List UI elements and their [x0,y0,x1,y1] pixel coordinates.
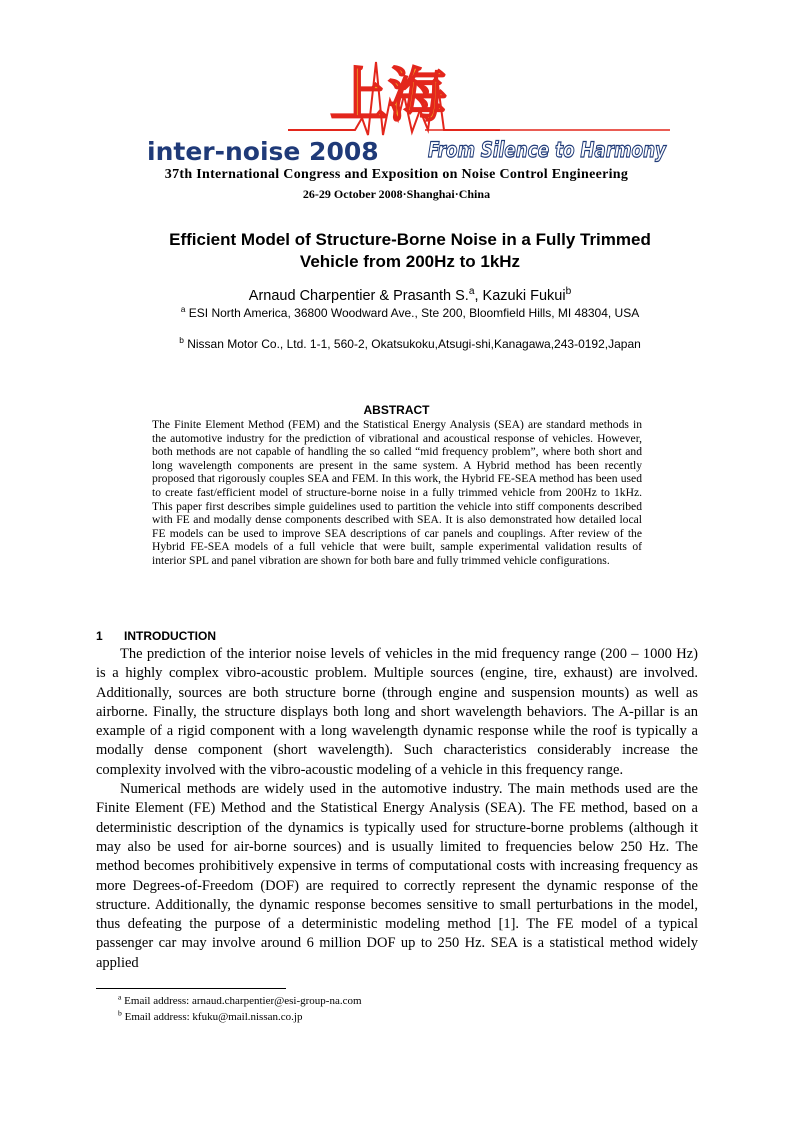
affiliation-a-text: ESI North America, 36800 Woodward Ave., Ste 200, Bloomfield Hills, MI 48304, USA [188,306,640,320]
section-title: INTRODUCTION [124,629,216,643]
footnote-a-text: Email address: arnaud.charpentier@esi-group-na.com [124,995,362,1007]
abstract-text: The Finite Element Method (FEM) and the Statistical Energy Analysis (SEA) are standard methods in the automotive industry for the prediction of vibrational and acoustical response of vehicles. However, both methods are not capable of handling the so called “mid frequency problem”, where both short and long wavelength components are present in the same system. A Hybrid method has been recently proposed that rigorously couples SEA and FEM. In this work, the Hybrid FE-SEA method has been used to create fast/efficient model of structure-borne noise in a fully trimmed vehicle from 200Hz to 1kHz. This paper first describes simple guidelines used to partition the vehicle into stiff components described with FE and modally dense components described with SEA. It is also demonstrated how detailed local FE models can be used to improve SEA descriptions of car panels and couplings. After review of the Hybrid FE-SEA models of a full vehicle that were built, sample experimental validation results of interior SPL and panel vibration are shown for both bare and fully trimmed vehicle configurations. [152,418,642,567]
affiliation-b [170,336,650,352]
footnote-b-text: Email address: kfuku@mail.nissan.co.jp [124,1011,303,1023]
paragraph-1: The prediction of the interior noise levels of vehicles in the mid frequency range (200 – 1000 Hz) is a highly complex vibro-acoustic problem. Multiple sources (engine, tire, exhaust) are involved. Additionally, sources are both structure borne (through engine and suspension mounts) as well as airborne. Finally, the structure displays both long and short wavelength behaviors. The A-pillar is an example of a rigid component with a long wavelength dynamic response while the roof is typically a modally dense component (short wavelength). Such characteristics considerably increase the complexity involved with the vibro-acoustic modeling of a vehicle in this frequency range. [96,646,698,778]
section-number: 1 [96,629,103,643]
section-heading [96,629,216,643]
logo-event-name: inter-noise 2008 [147,137,379,166]
affiliation-b-mark: b [179,335,184,345]
author-affil-mark-a: a [468,286,475,298]
footnote-a [118,992,362,1007]
logo-slogan: From Silence to Harmony [428,138,668,162]
paper-title [120,229,700,273]
author-names-2: , Kazuki Fukui [474,288,566,304]
footnote-b-mark: b [118,1008,122,1018]
logo-chinese-characters: 上海 [330,61,447,129]
affiliation-b-text: Nissan Motor Co., Ltd. 1-1, 560-2, Okatsukoku,Atsugi-shi,Kanagawa,243-0192,Japan [187,337,641,351]
congress-title: 37th International Congress and Exposition on Noise Control Engineering [164,167,629,182]
abstract-heading: ABSTRACT [363,403,430,417]
footnote-a-mark: a [118,992,122,1002]
affiliation-a-mark: a [180,304,186,314]
section-body [96,645,698,973]
paragraph-2: Numerical methods are widely used in the automotive industry. The main methods used are the Finite Element (FE) Method and the Statistical Energy Analysis (SEA). The FE method, based on a deterministic description of the dynamics is typically used for structure-borne problems (although it may also be used for air-borne sources) and is usually limited to frequencies below 250 Hz. The method becomes prohibitively expensive in terms of computational costs with increasing frequency as more Degrees-of-Freedom (DOF) are required to correctly represent the dynamic response of the structure. Additionally, the dynamic response becomes sensitive to small perturbations in the model, thus defeating the purpose of a deterministic modeling method [1]. The FE model of a typical passenger car may involve around 6 million DOF up to 250 Hz. SEA is a statistical method widely applied [96,781,698,971]
affiliation-a [170,305,650,321]
footnote-b [118,1008,303,1023]
author-names-1: Arnaud Charpentier & Prasanth S. [248,288,469,304]
conference-logo [140,40,680,165]
congress-date: 26-29 October 2008·Shanghai·China [302,187,491,201]
author-list [120,288,700,304]
author-affil-mark-b: b [565,286,572,298]
footnote-rule [96,988,286,989]
paper-title-line1: Efficient Model of Structure-Borne Noise in a Fully Trimmed [169,230,651,249]
paper-title-line2: Vehicle from 200Hz to 1kHz [299,252,521,271]
